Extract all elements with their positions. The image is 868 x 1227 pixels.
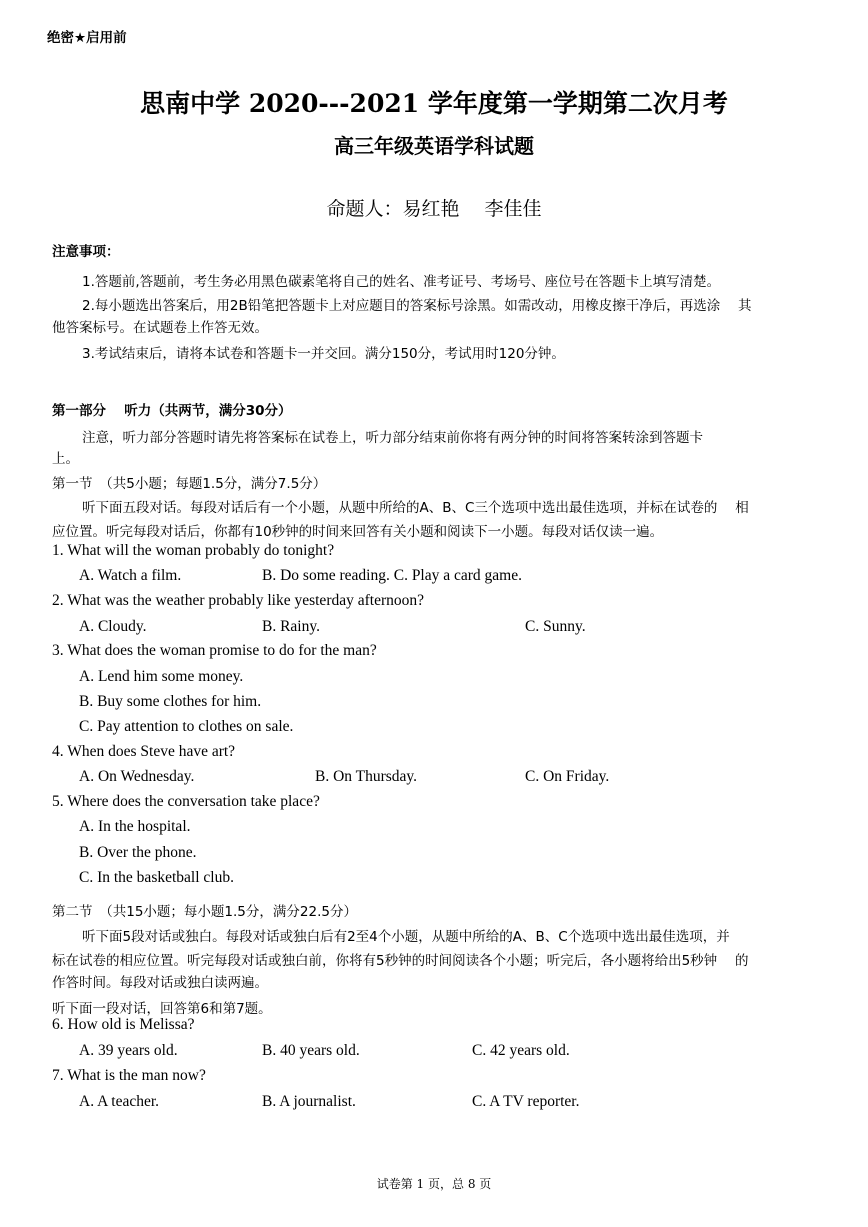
- question-5-option-c: C. In the basketball club.: [79, 869, 234, 886]
- exam-author: 命题人：易红艳 李佳佳: [326, 198, 542, 220]
- section2-instr-line2: 标在试卷的相应位置。听完每段对话或独白前，你将有5秒钟的时间阅读各个小题；听完后，各小题将给出5秒钟 的: [52, 953, 749, 969]
- question-6-stem: 6. How old is Melissa?: [52, 1016, 195, 1033]
- question-4-option-c: C. On Friday.: [525, 768, 610, 785]
- notice-item-3: 3.考试结束后，请将本试卷和答题卡一并交回。满分150分，考试用时120分钟。: [82, 346, 565, 362]
- question-1-option-bc: B. Do some reading. C. Play a card game.: [262, 567, 522, 584]
- question-7-option-b: B. A journalist.: [262, 1093, 356, 1110]
- question-2-option-c: C. Sunny.: [525, 618, 586, 635]
- question-4-option-a: A. On Wednesday.: [79, 768, 195, 785]
- section2-instr-line1: 听下面5段对话或独白。每段对话或独白后有2至4个小题，从题中所给的A、B、C个选项中选出最佳选项，并: [82, 929, 730, 945]
- notice-item-2-cont: 他答案标号。在试题卷上作答无效。: [52, 320, 268, 336]
- section1-instr-line2: 应位置。听完每段对话后，你都有10秒钟的时间来回答有关小题和阅读下一小题。每段对话仅读一遍。: [52, 524, 664, 540]
- page-footer: 试卷第 1 页，总 8 页: [376, 1177, 492, 1191]
- section2-heading: 第二节 （共15小题；每小题1.5分，满分22.5分）: [52, 904, 357, 920]
- question-7-option-a: A. A teacher.: [79, 1093, 160, 1110]
- part1-note-line1: 注意，听力部分答题时请先将答案标在试卷上，听力部分结束前你将有两分钟的时间将答案转涂到答题卡: [82, 430, 703, 446]
- section2-lead: 听下面一段对话，回答第6和第7题。: [52, 1001, 272, 1017]
- question-1-stem: 1. What will the woman probably do tonight?: [52, 542, 335, 559]
- notice-item-1: 1.答题前,答题前，考生务必用黑色碳素笔将自己的姓名、准考证号、考场号、座位号在答题卡上填写清楚。: [82, 274, 721, 290]
- question-5-stem: 5. Where does the conversation take place?: [52, 793, 320, 810]
- question-7-option-c: C. A TV reporter.: [472, 1093, 580, 1110]
- confidential-label: 绝密★启用前: [47, 30, 127, 46]
- question-4-option-b: B. On Thursday.: [315, 768, 418, 785]
- question-5-option-a: A. In the hospital.: [79, 818, 191, 835]
- question-3-option-a: A. Lend him some money.: [79, 668, 244, 685]
- question-3-option-b: B. Buy some clothes for him.: [79, 693, 262, 710]
- exam-title: 思南中学 2020---2021 学年度第一学期第二次月考: [140, 89, 728, 118]
- question-3-option-c: C. Pay attention to clothes on sale.: [79, 718, 294, 735]
- question-2-option-a: A. Cloudy.: [79, 618, 147, 635]
- part1-heading: 第一部分 听力（共两节，满分30分）: [52, 403, 292, 419]
- question-3-stem: 3. What does the woman promise to do for the man?: [52, 642, 377, 659]
- question-2-option-b: B. Rainy.: [262, 618, 320, 635]
- section2-instr-line3: 作答时间。每段对话或独白读两遍。: [52, 975, 268, 991]
- question-7-stem: 7. What is the man now?: [52, 1067, 206, 1084]
- part1-note-line2: 上。: [52, 451, 79, 467]
- exam-subtitle: 高三年级英语学科试题: [334, 134, 534, 158]
- notice-heading: 注意事项：: [52, 244, 120, 260]
- question-4-stem: 4. When does Steve have art?: [52, 743, 236, 760]
- question-6-option-a: A. 39 years old.: [79, 1042, 178, 1059]
- section1-instr-line1: 听下面五段对话。每段对话后有一个小题，从题中所给的A、B、C三个选项中选出最佳选项，并标在试卷的 相: [82, 500, 749, 516]
- question-2-stem: 2. What was the weather probably like yesterday afternoon?: [52, 592, 424, 609]
- question-6-option-c: C. 42 years old.: [472, 1042, 570, 1059]
- question-1-option-a: A. Watch a film.: [79, 567, 182, 584]
- question-6-option-b: B. 40 years old.: [262, 1042, 360, 1059]
- notice-item-2: 2.每小题选出答案后，用2B铅笔把答题卡上对应题目的答案标号涂黑。如需改动，用橡皮擦干净后，再选涂 其: [82, 298, 752, 314]
- section1-heading: 第一节 （共5小题；每题1.5分，满分7.5分）: [52, 476, 327, 492]
- question-5-option-b: B. Over the phone.: [79, 844, 197, 861]
